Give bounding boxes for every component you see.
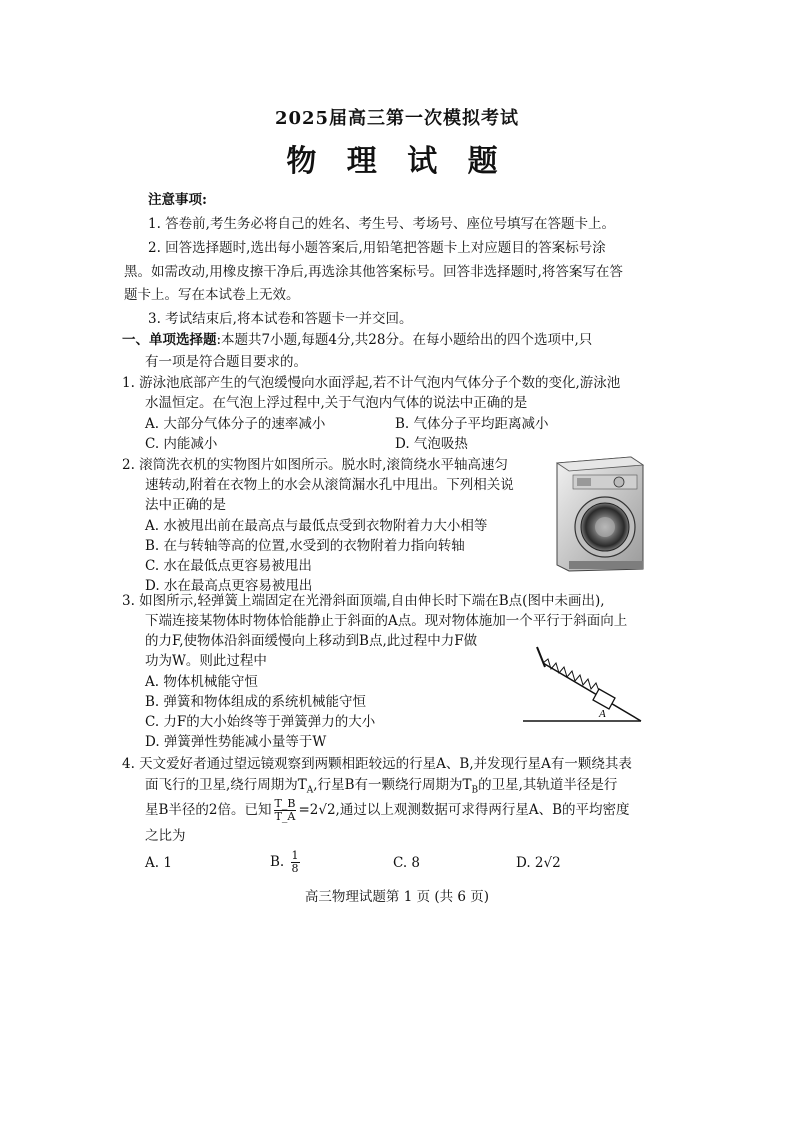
q4-frac-den: T_A bbox=[274, 810, 296, 823]
notice-heading: 注意事项: bbox=[148, 192, 207, 208]
q2-line-1: 2. 滚筒洗衣机的实物图片如图所示。脱水时,滚筒绕水平轴高速匀 bbox=[122, 457, 508, 473]
q4-line-1: 4. 天文爱好者通过望远镜观察到两颗相距较远的行星A、B,并发现行星A有一颗绕其表 bbox=[122, 756, 632, 772]
q4-option-b-label: B. bbox=[270, 854, 285, 870]
q3-line-2: 下端连接某物体时物体恰能静止于斜面的A点。现对物体施加一个平行于斜面向上 bbox=[145, 613, 628, 629]
q4-line-4: 之比为 bbox=[145, 828, 186, 844]
q3-option-b: B. 弹簧和物体组成的系统机械能守恒 bbox=[145, 694, 367, 710]
q4-ratio-fraction bbox=[274, 798, 297, 823]
q1-option-d: D. 气泡吸热 bbox=[395, 436, 468, 452]
q3-line-3: 的力F,使物体沿斜面缓慢向上移动到B点,此过程中力F做 bbox=[145, 633, 478, 649]
q3-line-1: 3. 如图所示,轻弹簧上端固定在光滑斜面顶端,自由伸长时下端在B点(图中未画出), bbox=[122, 593, 605, 609]
q4-line-2-part2: ,行星B有一颗绕行周期为T bbox=[313, 777, 472, 793]
q4-line-2-part1: 面飞行的卫星,绕行周期为T bbox=[145, 777, 307, 793]
q4-line-3 bbox=[145, 798, 630, 823]
q3-option-d: D. 弹簧弹性势能减小量等于W bbox=[145, 734, 327, 750]
q4-option-b-num: 1 bbox=[291, 849, 299, 862]
notice-line-2: 2. 回答选择题时,选出每小题答案后,用铅笔把答题卡上对应题目的答案标号涂 bbox=[148, 240, 606, 256]
exam-title: 2025届高三第一次模拟考试 bbox=[274, 108, 520, 129]
page-footer: 高三物理试题第 1 页 (共 6 页) bbox=[304, 889, 490, 905]
figure-label-a: A bbox=[599, 708, 606, 720]
q4-line-2 bbox=[145, 775, 617, 801]
q3-option-c: C. 力F的大小始终等于弹簧弹力的大小 bbox=[145, 714, 376, 730]
q4-option-d: D. 2√2 bbox=[516, 855, 561, 871]
q2-option-b: B. 在与转轴等高的位置,水受到的衣物附着力指向转轴 bbox=[145, 538, 465, 554]
q1-line-1: 1. 游泳池底部产生的气泡缓慢向水面浮起,若不计气泡内气体分子个数的变化,游泳池 bbox=[122, 375, 621, 391]
section1-heading: 一、单项选择题 bbox=[122, 332, 217, 348]
notice-line-5: 3. 考试结束后,将本试卷和答题卡一并交回。 bbox=[148, 311, 413, 327]
q4-option-c: C. 8 bbox=[393, 855, 421, 871]
q4-sub-a: A bbox=[306, 785, 314, 796]
notice-line-4: 题卡上。写在本试卷上无效。 bbox=[124, 287, 300, 303]
q1-option-b: B. 气体分子平均距离减小 bbox=[395, 416, 549, 432]
incline-spring-diagram bbox=[515, 645, 645, 725]
q3-option-a: A. 物体机械能守恒 bbox=[145, 674, 258, 690]
notice-line-1: 1. 答卷前,考生务必将自己的姓名、考生号、考场号、座位号填写在答题卡上。 bbox=[148, 216, 615, 232]
washing-machine-image bbox=[553, 453, 645, 573]
q2-line-3: 法中正确的是 bbox=[145, 497, 226, 513]
q4-line-3-pre: 星B半径的2倍。已知 bbox=[145, 802, 272, 818]
q4-option-b-fraction bbox=[291, 850, 300, 875]
q2-option-a: A. 水被甩出前在最高点与最低点受到衣物附着力大小相等 bbox=[145, 518, 488, 534]
q4-option-a: A. 1 bbox=[145, 855, 172, 871]
q4-option-b-den: 8 bbox=[291, 862, 299, 875]
section1-intro-2: 有一项是符合题目要求的。 bbox=[145, 354, 307, 370]
q2-line-2: 速转动,附着在衣物上的水会从滚筒漏水孔中甩出。下列相关说 bbox=[145, 477, 514, 493]
q3-line-4: 功为W。则此过程中 bbox=[145, 653, 267, 669]
q4-line-2-part3: 的卫星,其轨道半径是行 bbox=[478, 777, 618, 793]
subject-title: 物 理 试 题 bbox=[286, 144, 508, 179]
q1-line-2: 水温恒定。在气泡上浮过程中,关于气泡内气体的说法中正确的是 bbox=[145, 395, 528, 411]
q4-option-b bbox=[270, 850, 302, 875]
q4-line-3-post: =2√2,通过以上观测数据可求得两行星A、B的平均密度 bbox=[298, 802, 630, 818]
notice-line-3: 黑。如需改动,用橡皮擦干净后,再选涂其他答案标号。回答非选择题时,将答案写在答 bbox=[124, 264, 623, 280]
q1-option-c: C. 内能减小 bbox=[145, 436, 218, 452]
section1-intro-rest: :本题共7小题,每题4分,共28分。在每小题给出的四个选项中,只 bbox=[216, 332, 593, 348]
q4-frac-num: T_B bbox=[274, 797, 296, 810]
q4-sub-b: B bbox=[471, 785, 479, 796]
q2-option-d: D. 水在最高点更容易被甩出 bbox=[145, 578, 313, 594]
q1-option-a: A. 大部分气体分子的速率减小 bbox=[145, 416, 326, 432]
q2-option-c: C. 水在最低点更容易被甩出 bbox=[145, 558, 312, 574]
section1-intro bbox=[122, 330, 592, 350]
